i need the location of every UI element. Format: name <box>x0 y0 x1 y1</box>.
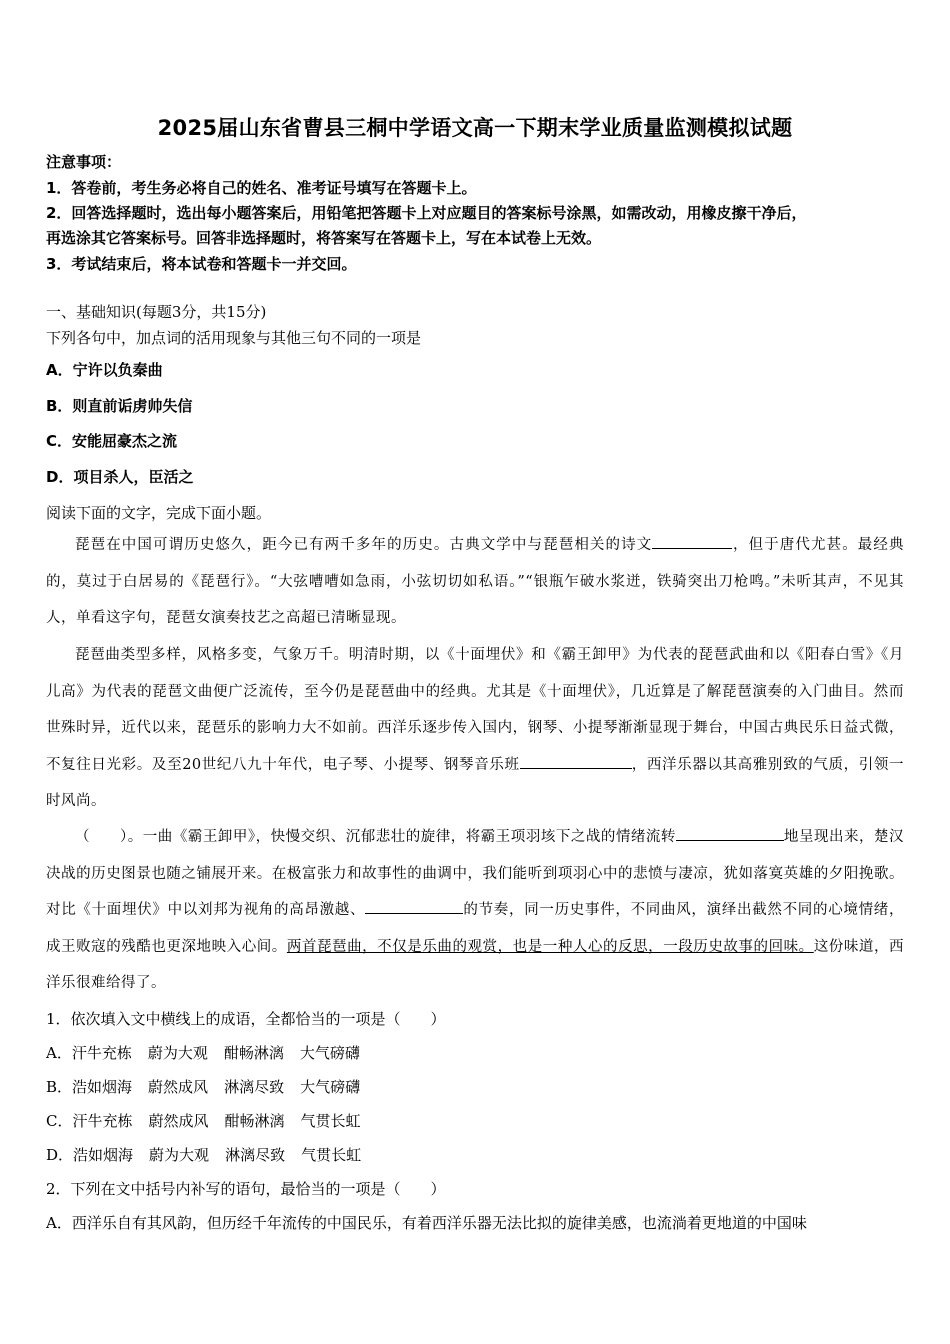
notice-item-1: 1．答卷前，考生务必将自己的姓名、准考证号填写在答题卡上。 <box>46 179 477 197</box>
passage-paragraph-1 <box>46 527 904 637</box>
p3-text-3: 的节奏，同一历史事件，不同曲风，演绎出截然不同的心境情绪，成王败寇的残酷也更深地映入心间。 <box>46 902 905 955</box>
q1-option-d: D．浩如烟海 蔚为大观 淋漓尽致 气贯长虹 <box>46 1146 362 1164</box>
p2-text-2: ，西洋乐器以其高雅别致的气质，引领一时风尚。 <box>46 756 904 809</box>
p1-text-1: 琵琶在中国可谓历史悠久，距今已有两千多年的历史。古典文学中与琵琶相关的诗文 <box>75 537 653 553</box>
question-stem: 下列各句中，加点词的活用现象与其他三句不同的一项是 <box>46 329 422 347</box>
q2-stem: 2．下列在文中括号内补写的语句，最恰当的一项是（ ） <box>46 1180 446 1198</box>
blank-1 <box>652 534 732 549</box>
option-a: A．宁许以负秦曲 <box>46 361 163 379</box>
passage-paragraph-2 <box>46 637 904 820</box>
q1-stem: 1．依次填入文中横线上的成语，全都恰当的一项是（ ） <box>46 1010 446 1028</box>
notice-item-2-line-1: 2．回答选择题时，选出每小题答案后，用铅笔把答题卡上对应题目的答案标号涂黑，如需改动，用橡皮擦干净后， <box>46 204 807 222</box>
option-d: D．项目杀人，臣活之 <box>46 468 194 486</box>
notice-item-2-line-2: 再选涂其它答案标号。回答非选择题时，将答案写在答题卡上，写在本试卷上无效。 <box>46 229 602 247</box>
p3-text-4: 这份味道，西洋乐很难给得了。 <box>46 938 905 991</box>
page-title: 2025届山东省曹县三桐中学语文高一下期末学业质量监测模拟试题 <box>157 116 793 140</box>
p2-text-1: 琵琶曲类型多样，风格多变，气象万千。明清时期，以《十面埋伏》和《霸王卸甲》为代表的琵琶武曲和以《阳春白雪》《月儿高》为代表的琵琶文曲便广泛流传，至今仍是琵琶曲中的经典。尤其是《十面埋伏》，几近算是了解琵琶演奏的入门曲目。然而世殊时异，近代以来，琵琶乐的影响力大不如前。西洋乐逐步传入国内，钢琴、小提琴渐渐显现于舞台，中国古典民乐日益式微，不复往日光彩。及至20世纪八九十年代，电子琴、小提琴、钢琴音乐班 <box>46 647 904 773</box>
p3-text-1: （ ）。一曲《霸王卸甲》，快慢交织、沉郁悲壮的旋律，将霸王项羽垓下之战的情绪流转 <box>75 829 676 845</box>
p3-text-2: 地呈现出来，楚汉决战的历史图景也随之铺展开来。在极富张力和故事性的曲调中，我们能听到项羽心中的悲愤与凄凉，犹如落寞英雄的夕阳挽歌。对比《十面埋伏》中以刘邦为视角的高昂激越、 <box>46 829 905 918</box>
q1-option-c: C．汗牛充栋 蔚然成风 酣畅淋漓 气贯长虹 <box>46 1112 361 1130</box>
underlined-sentence: 两首琵琶曲，不仅是乐曲的观赏，也是一种人心的反思，一段历史故事的回味。 <box>286 938 814 955</box>
blank-2 <box>520 754 632 769</box>
reading-instruction: 阅读下面的文字，完成下面小题。 <box>46 504 272 522</box>
blank-3 <box>676 826 784 841</box>
q1-option-b: B．浩如烟海 蔚然成风 淋漓尽致 大气磅礴 <box>46 1078 361 1096</box>
p1-text-2: ，但于唐代尤甚。最经典的，莫过于白居易的《琵琶行》。“大弦嘈嘈如急雨，小弦切切如私语。”“银瓶乍破水浆迸，铁骑突出刀枪鸣。”未听其声，不见其人，单看这字句，琵琶女演奏技艺之高超已清晰显现。 <box>46 537 905 626</box>
passage-paragraph-3 <box>46 819 904 1002</box>
option-c: C．安能屈豪杰之流 <box>46 432 178 450</box>
blank-4 <box>365 899 463 914</box>
notice-heading: 注意事项： <box>46 153 122 171</box>
notice-item-3: 3．考试结束后，将本试卷和答题卡一并交回。 <box>46 255 357 273</box>
q2-option-a: A．西洋乐自有其风韵，但历经千年流传的中国民乐，有着西洋乐器无法比拟的旋律美感，也流淌着更地道的中国味 <box>46 1214 807 1232</box>
q1-option-a: A．汗牛充栋 蔚为大观 酣畅淋漓 大气磅礴 <box>46 1044 360 1062</box>
option-b: B．则直前诟虏帅失信 <box>46 397 193 415</box>
section-heading: 一、基础知识(每题3分，共15分) <box>46 303 267 321</box>
